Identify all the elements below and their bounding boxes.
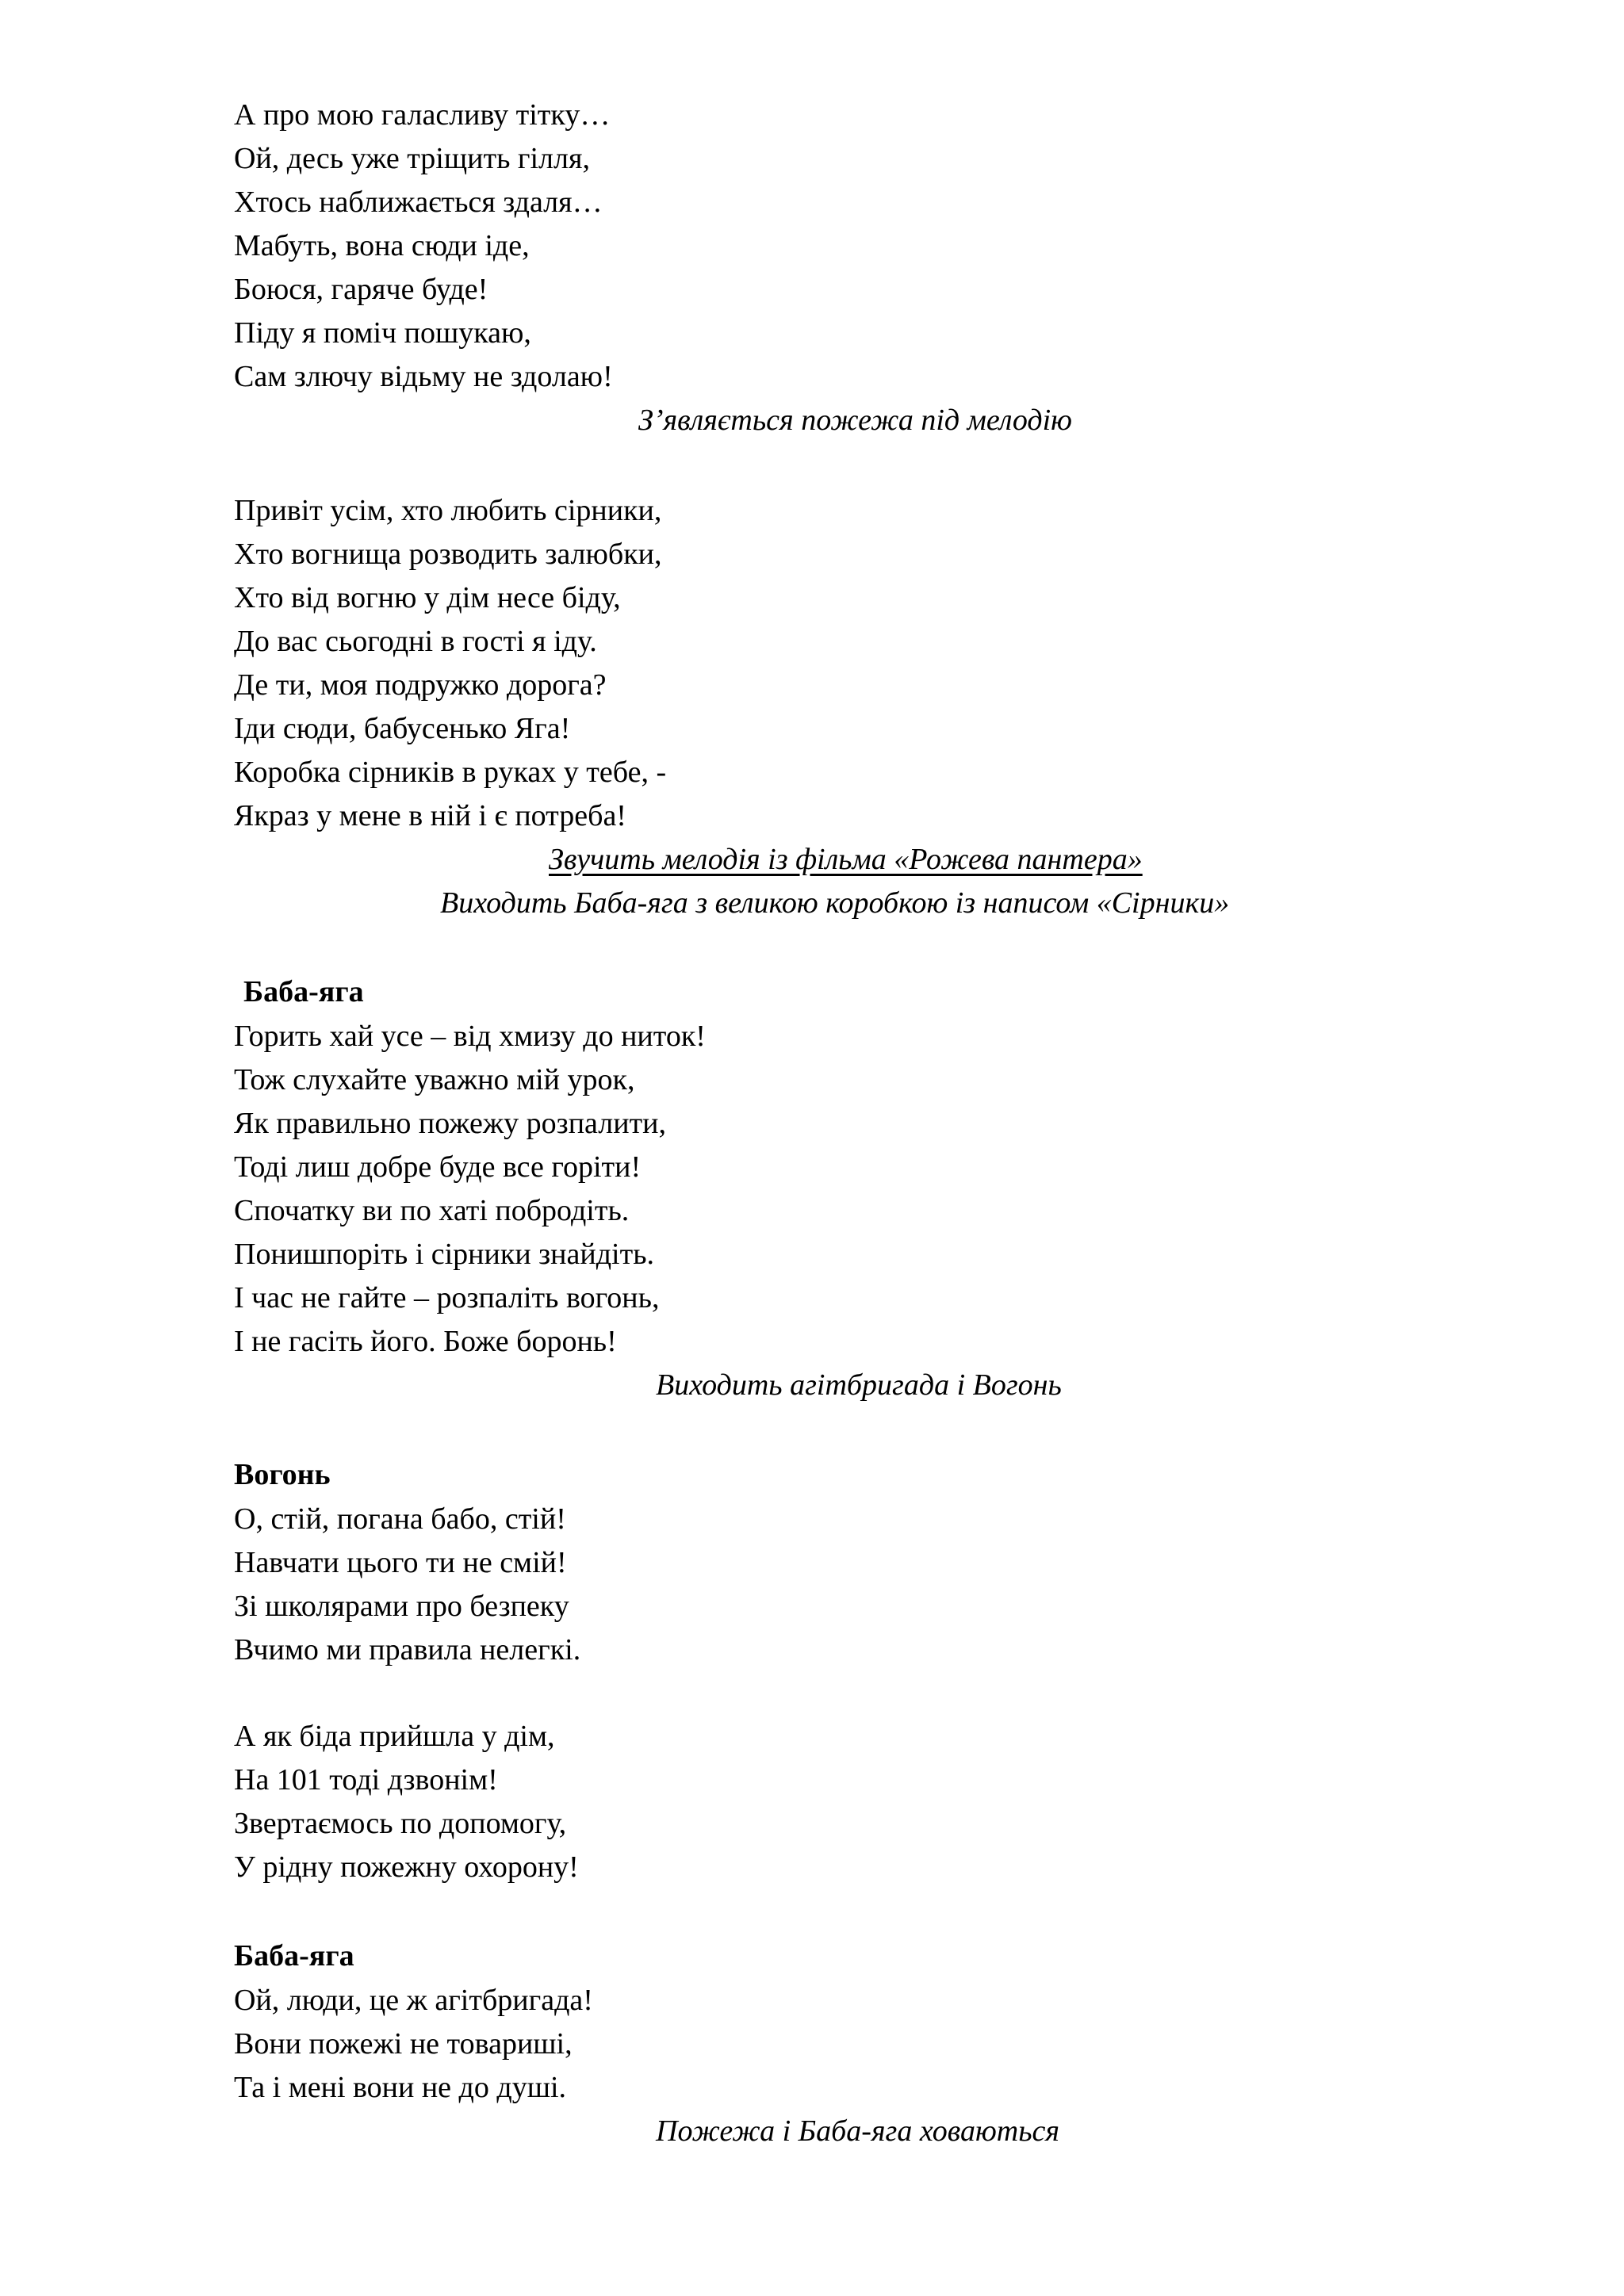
verse-line: Хтось наближається здаля… bbox=[234, 186, 603, 219]
verse-line: До вас сьогодні в гості я іду. bbox=[234, 625, 597, 658]
verse-line: На 101 тоді дзвонім! bbox=[234, 1763, 498, 1797]
speaker-name: Баба-яга bbox=[243, 975, 364, 1008]
verse-line: Коробка сірників в руках у тебе, - bbox=[234, 756, 667, 789]
verse-line: Хто вогнища розводить залюбки, bbox=[234, 538, 662, 571]
verse-line: Іди сюди, бабусенько Яга! bbox=[234, 712, 571, 745]
stage-direction-text: Виходить агітбригада і Вогонь bbox=[656, 1368, 1062, 1402]
verse-line: Звертаємось по допомогу, bbox=[234, 1807, 567, 1840]
speaker-name: Вогонь bbox=[234, 1458, 331, 1491]
stage-direction-text: Пожежа і Баба-яга ховаються bbox=[656, 2114, 1060, 2148]
verse-line: Привіт усім, хто любить сірники, bbox=[234, 494, 662, 527]
verse-line: А як біда прийшла у дім, bbox=[234, 1720, 555, 1753]
verse-line: Вони пожежі не товариші, bbox=[234, 2027, 573, 2061]
verse-line: Понишпоріть і сірники знайдіть. bbox=[234, 1238, 655, 1271]
verse-line: Тоді лиш добре буде все горіти! bbox=[234, 1150, 642, 1184]
verse-line: Та і мені вони не до душі. bbox=[234, 2071, 567, 2104]
verse-line: У рідну пожежну охорону! bbox=[234, 1850, 579, 1884]
verse-line: Тож слухайте уважно мій урок, bbox=[234, 1063, 635, 1096]
verse-line: Горить хай усе – від хмизу до ниток! bbox=[234, 1020, 706, 1053]
verse-line: А про мою галасливу тітку… bbox=[234, 98, 611, 132]
verse-line: Сам злючу відьму не здолаю! bbox=[234, 360, 613, 393]
verse-line: Вчимо ми правила нелегкі. bbox=[234, 1633, 581, 1667]
verse-line: Зі школярами про безпеку bbox=[234, 1590, 569, 1623]
verse-line: Ой, десь уже тріщить гілля, bbox=[234, 142, 590, 175]
verse-line: Спочатку ви по хаті побродіть. bbox=[234, 1194, 630, 1227]
verse-line: Навчати цього ти не смій! bbox=[234, 1546, 567, 1579]
verse-line: Піду я поміч пошукаю, bbox=[234, 316, 531, 350]
speaker-name: Баба-яга bbox=[234, 1939, 354, 1973]
verse-line: Ой, люди, це ж агітбригада! bbox=[234, 1984, 593, 2017]
verse-line: І час не гайте – розпаліть вогонь, bbox=[234, 1281, 660, 1314]
stage-direction-text: З’являється пожежа під мелодію bbox=[638, 404, 1072, 437]
verse-line: Якраз у мене в ній і є потреба! bbox=[234, 799, 626, 832]
verse-line: Боюся, гаряче буде! bbox=[234, 273, 488, 306]
verse-line: Де ти, моя подружко дорога? bbox=[234, 668, 607, 702]
verse-line: І не гасіть його. Боже боронь! bbox=[234, 1325, 617, 1358]
stage-direction-text: Виходить Баба-яга з великою коробкою із написом «Сірники» bbox=[440, 886, 1230, 920]
stage-direction-text: Звучить мелодія із фільма «Рожева пантера» bbox=[549, 843, 1143, 876]
verse-line: Хто від вогню у дім несе біду, bbox=[234, 581, 621, 614]
verse-line: О, стій, погана бабо, стій! bbox=[234, 1502, 566, 1536]
verse-line: Мабуть, вона сюди іде, bbox=[234, 229, 530, 262]
verse-line: Як правильно пожежу розпалити, bbox=[234, 1107, 666, 1140]
